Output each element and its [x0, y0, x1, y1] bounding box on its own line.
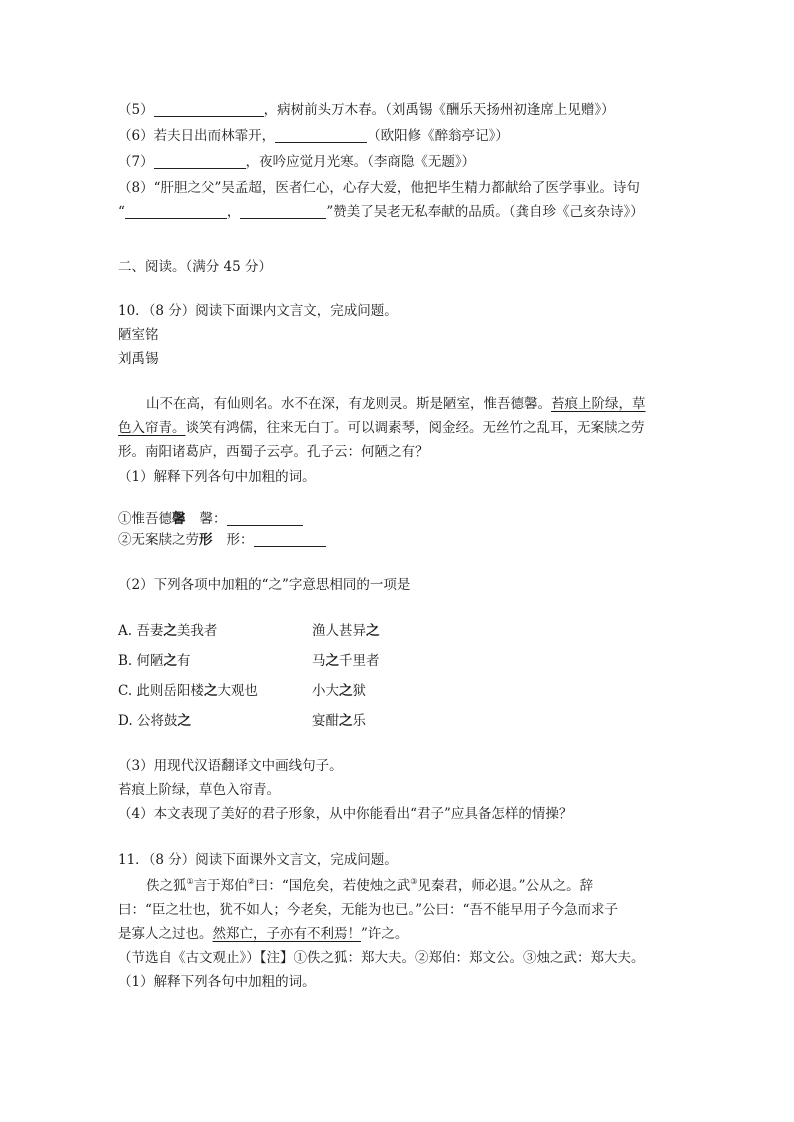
answer-blank[interactable] — [240, 204, 326, 219]
answer-blank[interactable] — [227, 511, 303, 526]
option-c[interactable]: C. 此则岳阳楼之大观也 — [118, 683, 258, 699]
answer-blank[interactable] — [154, 102, 264, 117]
q10-intro: 10．（8 分）阅读下面课内文言文，完成问题。 — [118, 303, 398, 319]
option-a-right: 渔人甚异之 — [312, 623, 380, 639]
q10-sub3-sentence: 苔痕上阶绿，草色入帘青。 — [118, 782, 280, 798]
poem-line-6: （6）若夫日出而林霏开， （欧阳修《醉翁亭记》） — [118, 128, 509, 144]
q11-line-1: 佚之狐①言于郑伯②曰：“国危矣，若使烛之武③见秦君，师必退。”公从之。辞 — [146, 877, 594, 894]
passage-line-2: 色入帘青。谈笑有鸿儒，往来无白丁。可以调素琴，阅金经。无丝竹之乱耳，无案牍之劳 — [118, 420, 645, 436]
q11-sub1: （1）解释下列各句中加粗的词。 — [118, 974, 316, 990]
passage-title: 陋室铭 — [118, 327, 159, 343]
q11-notes: （节选自《古文观止》）【注】①佚之狐：郑大夫。②郑伯：郑文公。③烛之武：郑大夫。 — [118, 950, 645, 966]
q11-line-2: 曰：“臣之壮也，犹不如人；今老矣，无能为也已。”公曰：“吾不能早用子今急而求子 — [118, 902, 618, 918]
option-b-right: 马之千里者 — [312, 653, 380, 669]
poem-line-8-continued: “ ， ”赞美了吴老无私奉献的品质。（龚自珍《己亥杂诗》） — [118, 204, 644, 220]
poem-line-5: （5） ，病树前头万木春。（刘禹锡《酬乐天扬州初逢席上见赠》） — [118, 102, 615, 118]
underlined-sentence: 然郑亡，子亦有不利焉！ — [212, 926, 361, 942]
option-a[interactable]: A. 吾妻之美我者 — [118, 623, 218, 639]
underlined-sentence: 色入帘青。 — [118, 420, 186, 436]
answer-blank[interactable] — [125, 204, 227, 219]
answer-blank[interactable] — [275, 128, 367, 143]
q10-sub1: （1）解释下列各句中加粗的词。 — [118, 469, 316, 485]
section-title: 二、阅读。（满分 45 分） — [118, 259, 273, 275]
bold-word: 形 — [199, 532, 213, 548]
answer-blank[interactable] — [254, 532, 326, 547]
option-b[interactable]: B. 何陋之有 — [118, 653, 191, 669]
word-item-1: ①惟吾德馨 馨： — [118, 510, 303, 528]
poem-line-7: （7） ，夜吟应觉月光寒。（李商隐《无题》） — [118, 154, 476, 170]
passage-author: 刘禹锡 — [118, 351, 159, 367]
option-d-right: 宴酣之乐 — [312, 713, 366, 729]
q10-sub2: （2）下列各项中加粗的“之”字意思相同的一项是 — [118, 577, 411, 593]
option-d[interactable]: D. 公将鼓之 — [118, 713, 191, 729]
q11-intro: 11．（8 分）阅读下面课外文言文，完成问题。 — [118, 852, 398, 868]
poem-line-8: （8）“肝胆之父”吴孟超，医者仁心，心存大爱，他把毕生精力都献给了医学事业。诗句 — [118, 180, 640, 196]
option-c-right: 小大之狱 — [312, 683, 366, 699]
underlined-sentence: 苔痕上阶绿，草 — [551, 396, 646, 412]
word-item-2: ②无案牍之劳形 形： — [118, 531, 326, 549]
answer-blank[interactable] — [154, 154, 246, 169]
q11-line-3: 是寡人之过也。然郑亡，子亦有不利焉！”许之。 — [118, 926, 409, 942]
bold-word: 馨 — [172, 511, 186, 527]
q10-sub3: （3）用现代汉语翻译文中画线句子。 — [118, 758, 343, 774]
q10-sub4: （4）本文表现了美好的君子形象，从中你能看出“君子”应具备怎样的情操？ — [118, 806, 573, 822]
passage-line-3: 形。南阳诸葛庐，西蜀子云亭。孔子云：何陋之有？ — [118, 444, 429, 460]
passage-line-1: 山不在高，有仙则名。水不在深，有龙则灵。斯是陋室，惟吾德馨。苔痕上阶绿，草 — [146, 396, 646, 412]
